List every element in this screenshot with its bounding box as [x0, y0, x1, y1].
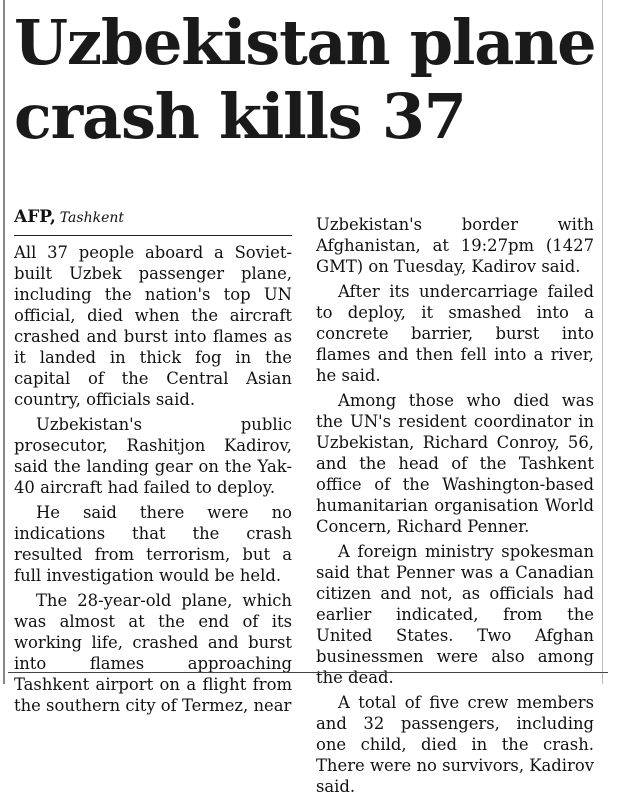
- article-column-1: [14, 205, 292, 716]
- paragraph: The 28-year-old plane, which was almost at the end of its working life, crashed and burst into flames approaching Tashkent airport on a flight from the southern city of Termez, near: [14, 591, 292, 715]
- paragraph: After its undercarriage failed to deploy, it smashed into a concrete barrier, burst into flames and then fell into a river, he said.: [316, 282, 594, 385]
- byline-dateline: Tashkent: [59, 210, 124, 226]
- paragraph: He said there were no indications that the crash resulted from terrorism, but a full investigation would be held.: [14, 503, 292, 585]
- paragraph: Among those who died was the UN's resident coordinator in Uzbekistan, Richard Conroy, 56, and the head of the Tashkent office of the Washington-based humanitarian organisation World Concern, Richard Penner.: [316, 391, 594, 536]
- paragraph: A foreign ministry spokesman said that Penner was a Canadian citizen and not, as officials had earlier indicated, from the United States. Two Afghan businessmen were also among the dead.: [316, 542, 594, 687]
- bottom-rule: [8, 672, 608, 673]
- article-column-2: [316, 214, 594, 797]
- byline: [14, 207, 292, 236]
- headline: Uzbekistan plane crash kills 37: [14, 6, 596, 153]
- paragraph: Uzbekistan's public prosecutor, Rashitjon Kadirov, said the landing gear on the Yak-40 aircraft had failed to deploy.: [14, 415, 292, 497]
- paragraph: All 37 people aboard a Soviet-built Uzbek passenger plane, including the nation's top UN official, died when the aircraft crashed and burst into flames as it landed in thick fog in the capital of the Central Asian country, officials said.: [14, 243, 292, 409]
- paragraph: Uzbekistan's border with Afghanistan, at 19:27pm (1427 GMT) on Tuesday, Kadirov said.: [316, 215, 594, 276]
- paragraph: A total of five crew members and 32 passengers, including one child, died in the crash. There were no survivors, Kadirov said.: [316, 693, 594, 796]
- byline-agency: AFP,: [14, 207, 56, 227]
